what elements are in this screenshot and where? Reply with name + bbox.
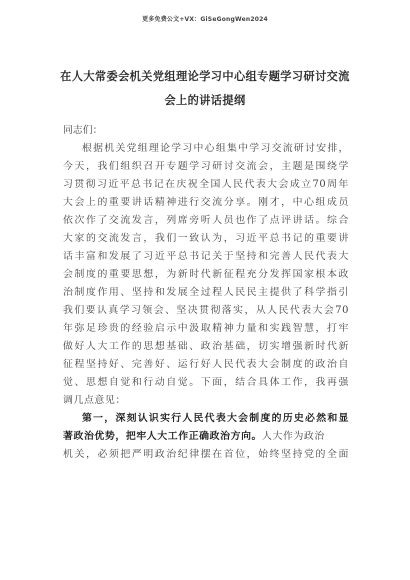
body-line: 大会上的重要讲话精神进行交流分享。刚才，中心组成员 xyxy=(63,197,349,208)
body-line: 治制度作用、坚持和发展全过程人民民主提供了科学指引 xyxy=(63,287,349,298)
point-one-text: 人大作为政治 xyxy=(262,431,325,442)
point-one-heading-line-1: 第一，深刻认识实行人民代表大会制度的历史必然和显 xyxy=(82,413,349,424)
document-title-line-2: 会上的讲话提纲 xyxy=(164,93,246,107)
body-line: 依次作了交流发言，列席旁听人员也作了点评讲话。综合 xyxy=(63,215,349,226)
body-line: 习贯彻习近平总书记在庆祝全国人民代表大会成立70周年 xyxy=(63,179,349,190)
body-line: 根据机关党组理论学习中心组集中学习交流研讨安排， xyxy=(82,143,349,154)
watermark-header: 更多免费公文+VX：GiSeGongWen2024 xyxy=(142,16,268,23)
body-line: 会制度的重要思想，为新时代新征程充分发挥国家根本政 xyxy=(63,269,349,280)
point-one-body-line: 机关，必须把严明政治纪律摆在首位，始终坚持党的全面 xyxy=(63,449,349,460)
body-line: 觉、思想自觉和行动自觉。下面，结合具体工作，我再强 xyxy=(63,377,349,388)
body-line: 今天，我们组织召开专题学习研讨交流会，主题是围绕学 xyxy=(63,161,349,172)
salutation: 同志们： xyxy=(63,125,103,136)
body-line: 大家的交流发言，我们一致认为，习近平总书记的重要讲 xyxy=(63,233,349,244)
body-line: 做好人大工作的思想基础、政治基础，切实增强新时代新 xyxy=(63,341,349,352)
body-line: 话丰富和发展了习近平总书记关于坚持和完善人民代表大 xyxy=(63,251,349,262)
body-line: 调几点意见： xyxy=(63,395,126,406)
document-title-line-1: 在人大常委会机关党组理论学习中心组专题学习研讨交流 xyxy=(60,69,350,83)
body-line: 年弥足珍贵的经验启示中汲取精神力量和实践智慧，打牢 xyxy=(63,323,349,334)
body-line: 征程坚持好、完善好、运行好人民代表大会制度的政治自 xyxy=(63,359,349,370)
point-one-heading-bold: 著政治优势，把牢人大工作正确政治方向。 xyxy=(63,431,263,442)
point-one-heading-line-2 xyxy=(63,428,349,442)
body-line: 我们要认真学习领会、坚决贯彻落实，从人民代表大会70 xyxy=(63,305,349,316)
